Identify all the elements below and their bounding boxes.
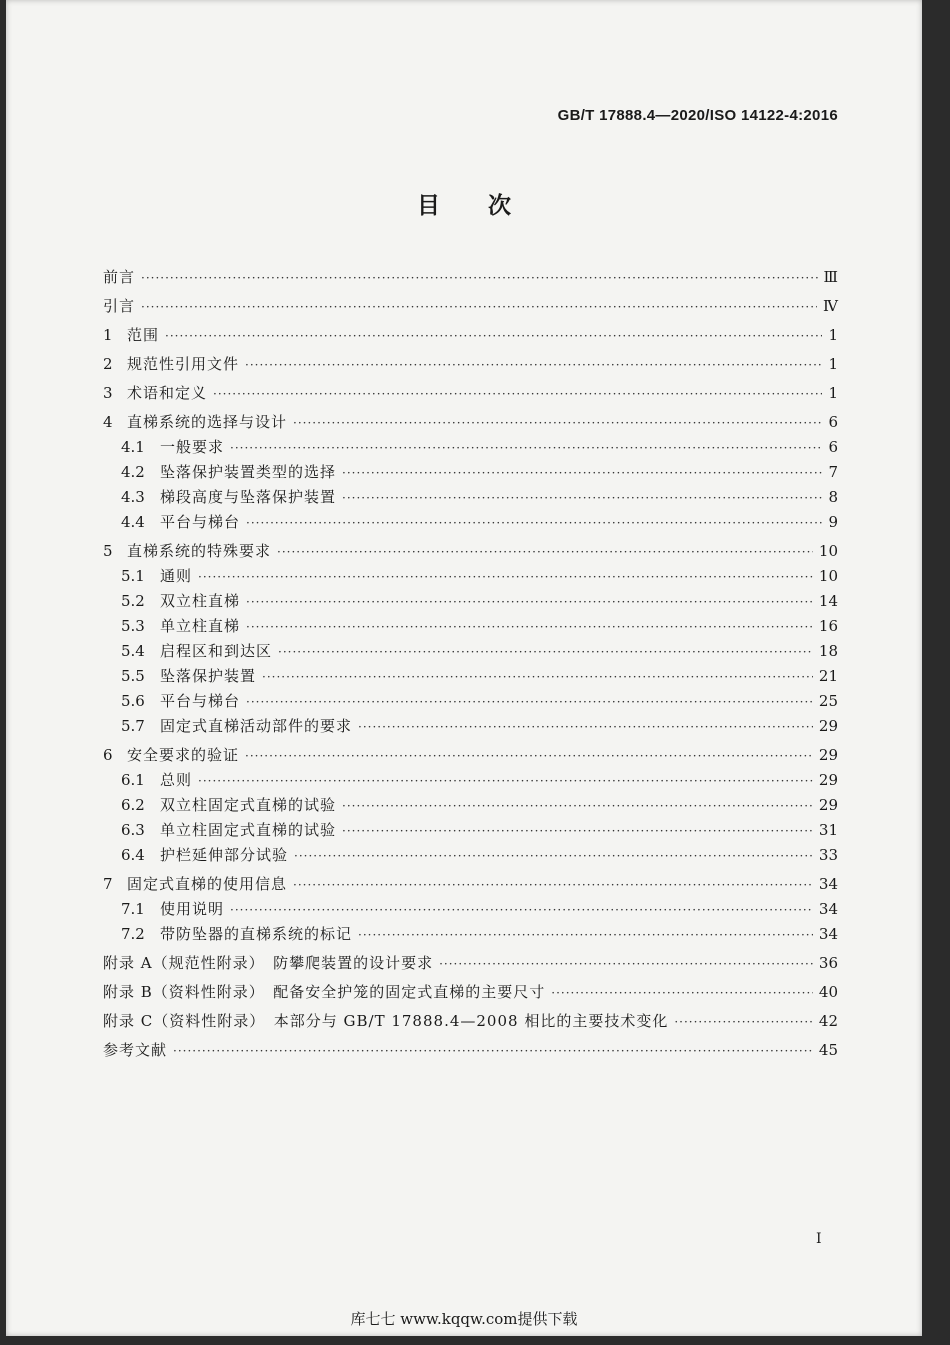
toc-entry-number: 4.1 [121,438,145,456]
toc-entry[interactable] [103,640,838,665]
toc-entry-page: 31 [818,821,838,839]
toc-entry-number: 6.3 [121,821,145,839]
toc-entry-page: 10 [818,542,838,560]
toc-entry-label: 引言 [103,297,136,315]
toc-entry[interactable] [103,665,838,690]
dot-leader [246,516,822,530]
toc-entry-label: 平台与梯台 [160,692,241,710]
toc-entry[interactable] [103,744,838,769]
dot-leader [278,645,813,659]
toc-entry-page: 34 [818,900,838,918]
dot-leader [245,749,813,763]
toc-entry-page: 16 [818,617,838,635]
toc-entry-label: 附录 C（资料性附录） 本部分与 GB/T 17888.4—2008 相比的主要技术变化 [103,1012,669,1030]
table-of-contents [103,266,838,1064]
dot-leader [246,695,813,709]
toc-entry[interactable] [103,411,838,436]
toc-entry-label: 直梯系统的选择与设计 [127,413,288,431]
toc-entry-label: 双立柱直梯 [160,592,241,610]
toc-entry-number: 5.3 [121,617,145,635]
toc-entry-page: 29 [818,717,838,735]
toc-entry[interactable] [103,382,838,407]
document-page [6,0,922,1336]
toc-entry-page: 29 [818,796,838,814]
toc-entry-number: 4.4 [121,513,145,531]
toc-entry-number: 5.4 [121,642,145,660]
dot-leader [358,928,813,942]
toc-entry-label: 启程区和到达区 [160,642,273,660]
dot-leader [342,799,813,813]
toc-entry-label: 双立柱固定式直梯的试验 [160,796,337,814]
toc-entry-page: 1 [828,326,838,344]
toc-entry-page: Ⅲ [823,268,838,286]
toc-entry-number: 1 [103,326,113,344]
toc-entry-page: 29 [818,746,838,764]
toc-entry-label: 单立柱固定式直梯的试验 [160,821,337,839]
dot-leader [230,441,822,455]
toc-entry[interactable] [103,1010,838,1035]
toc-entry-number: 3 [103,384,113,402]
toc-entry[interactable] [103,266,838,291]
toc-entry-label: 梯段高度与坠落保护装置 [160,488,337,506]
dot-leader [294,849,813,863]
toc-entry-page: 34 [818,925,838,943]
dot-leader [198,570,813,584]
toc-entry-number: 4.3 [121,488,145,506]
toc-entry-number: 5.1 [121,567,145,585]
dot-leader [245,358,822,372]
toc-entry-page: Ⅳ [823,297,838,315]
toc-entry[interactable] [103,952,838,977]
toc-entry-page: 21 [818,667,838,685]
dot-leader [213,387,822,401]
dot-leader [165,329,822,343]
toc-entry-page: 29 [818,771,838,789]
toc-entry-page: 45 [818,1041,838,1059]
toc-entry-label: 护栏延伸部分试验 [160,846,289,864]
toc-entry-label: 术语和定义 [127,384,208,402]
toc-entry[interactable] [103,353,838,378]
toc-entry-number: 6.2 [121,796,145,814]
toc-entry[interactable] [103,511,838,536]
dot-leader [342,491,822,505]
toc-entry-label: 一般要求 [160,438,225,456]
toc-entry[interactable] [103,324,838,349]
toc-entry[interactable] [103,794,838,819]
toc-entry-number: 4 [103,413,113,431]
toc-entry-label: 单立柱直梯 [160,617,241,635]
toc-entry-page: 42 [818,1012,838,1030]
toc-entry-page: 6 [828,413,838,431]
dot-leader [262,670,813,684]
dot-leader [141,300,817,314]
dot-leader [230,903,813,917]
toc-entry-page: 7 [828,463,838,481]
standard-code: GB/T 17888.4—2020/ISO 14122-4:2016 [557,107,838,124]
toc-entry[interactable] [103,590,838,615]
toc-entry-label: 规范性引用文件 [127,355,240,373]
toc-entry-page: 36 [818,954,838,972]
dot-leader [439,957,813,971]
toc-entry[interactable] [103,898,838,923]
dot-leader [141,271,818,285]
download-footer: 库七七 www.kqqw.com提供下载 [350,1310,578,1328]
toc-entry-label: 固定式直梯活动部件的要求 [160,717,353,735]
toc-entry-number: 7.1 [121,900,145,918]
toc-entry-number: 6.1 [121,771,145,789]
toc-entry-number: 4.2 [121,463,145,481]
toc-entry[interactable] [103,844,838,869]
toc-entry[interactable] [103,1039,838,1064]
toc-entry[interactable] [103,769,838,794]
toc-entry-label: 附录 B（资料性附录） 配备安全护笼的固定式直梯的主要尺寸 [103,983,546,1001]
toc-entry[interactable] [103,540,838,565]
toc-entry-label: 固定式直梯的使用信息 [127,875,288,893]
page-number: Ⅰ [816,1231,822,1247]
page-title: 目次 [417,193,559,219]
dot-leader [173,1044,813,1058]
dot-leader [246,620,813,634]
toc-entry-page: 33 [818,846,838,864]
toc-entry[interactable] [103,819,838,844]
toc-entry[interactable] [103,715,838,740]
toc-entry-number: 5.7 [121,717,145,735]
toc-entry-label: 带防坠器的直梯系统的标记 [160,925,353,943]
toc-entry-number: 5.6 [121,692,145,710]
toc-entry-page: 34 [818,875,838,893]
toc-entry[interactable] [103,461,838,486]
toc-entry-number: 5 [103,542,113,560]
toc-entry-page: 1 [828,384,838,402]
dot-leader [674,1015,813,1029]
dot-leader [551,986,813,1000]
toc-entry-page: 10 [818,567,838,585]
toc-entry[interactable] [103,981,838,1006]
toc-entry-page: 18 [818,642,838,660]
toc-entry-page: 14 [818,592,838,610]
toc-entry-label: 通则 [160,567,193,585]
dot-leader [293,416,822,430]
toc-entry-label: 附录 A（规范性附录） 防攀爬装置的设计要求 [103,954,434,972]
toc-entry-label: 总则 [160,771,193,789]
toc-entry[interactable] [103,295,838,320]
toc-entry[interactable] [103,615,838,640]
dot-leader [293,878,813,892]
dot-leader [358,720,813,734]
toc-entry[interactable] [103,565,838,590]
toc-entry-number: 7 [103,875,113,893]
toc-entry-label: 范围 [127,326,160,344]
toc-entry-label: 使用说明 [160,900,225,918]
toc-entry-number: 7.2 [121,925,145,943]
dot-leader [246,595,813,609]
dot-leader [342,824,813,838]
toc-entry-label: 平台与梯台 [160,513,241,531]
toc-entry-number: 5.2 [121,592,145,610]
toc-entry-page: 1 [828,355,838,373]
toc-entry-label: 直梯系统的特殊要求 [127,542,272,560]
toc-entry-page: 40 [818,983,838,1001]
dot-leader [198,774,813,788]
toc-entry[interactable] [103,486,838,511]
toc-entry[interactable] [103,436,838,461]
toc-entry-label: 前言 [103,268,136,286]
toc-entry-number: 2 [103,355,113,373]
toc-entry-number: 6.4 [121,846,145,864]
toc-entry-label: 坠落保护装置类型的选择 [160,463,337,481]
toc-entry-label: 参考文献 [103,1041,168,1059]
toc-entry[interactable] [103,923,838,948]
dot-leader [342,466,822,480]
toc-entry[interactable] [103,690,838,715]
toc-entry-page: 9 [828,513,838,531]
toc-entry[interactable] [103,873,838,898]
toc-entry-page: 25 [818,692,838,710]
dot-leader [277,545,813,559]
toc-entry-number: 5.5 [121,667,145,685]
toc-entry-label: 安全要求的验证 [127,746,240,764]
toc-entry-page: 8 [828,488,838,506]
toc-entry-page: 6 [828,438,838,456]
toc-entry-label: 坠落保护装置 [160,667,257,685]
toc-entry-number: 6 [103,746,113,764]
